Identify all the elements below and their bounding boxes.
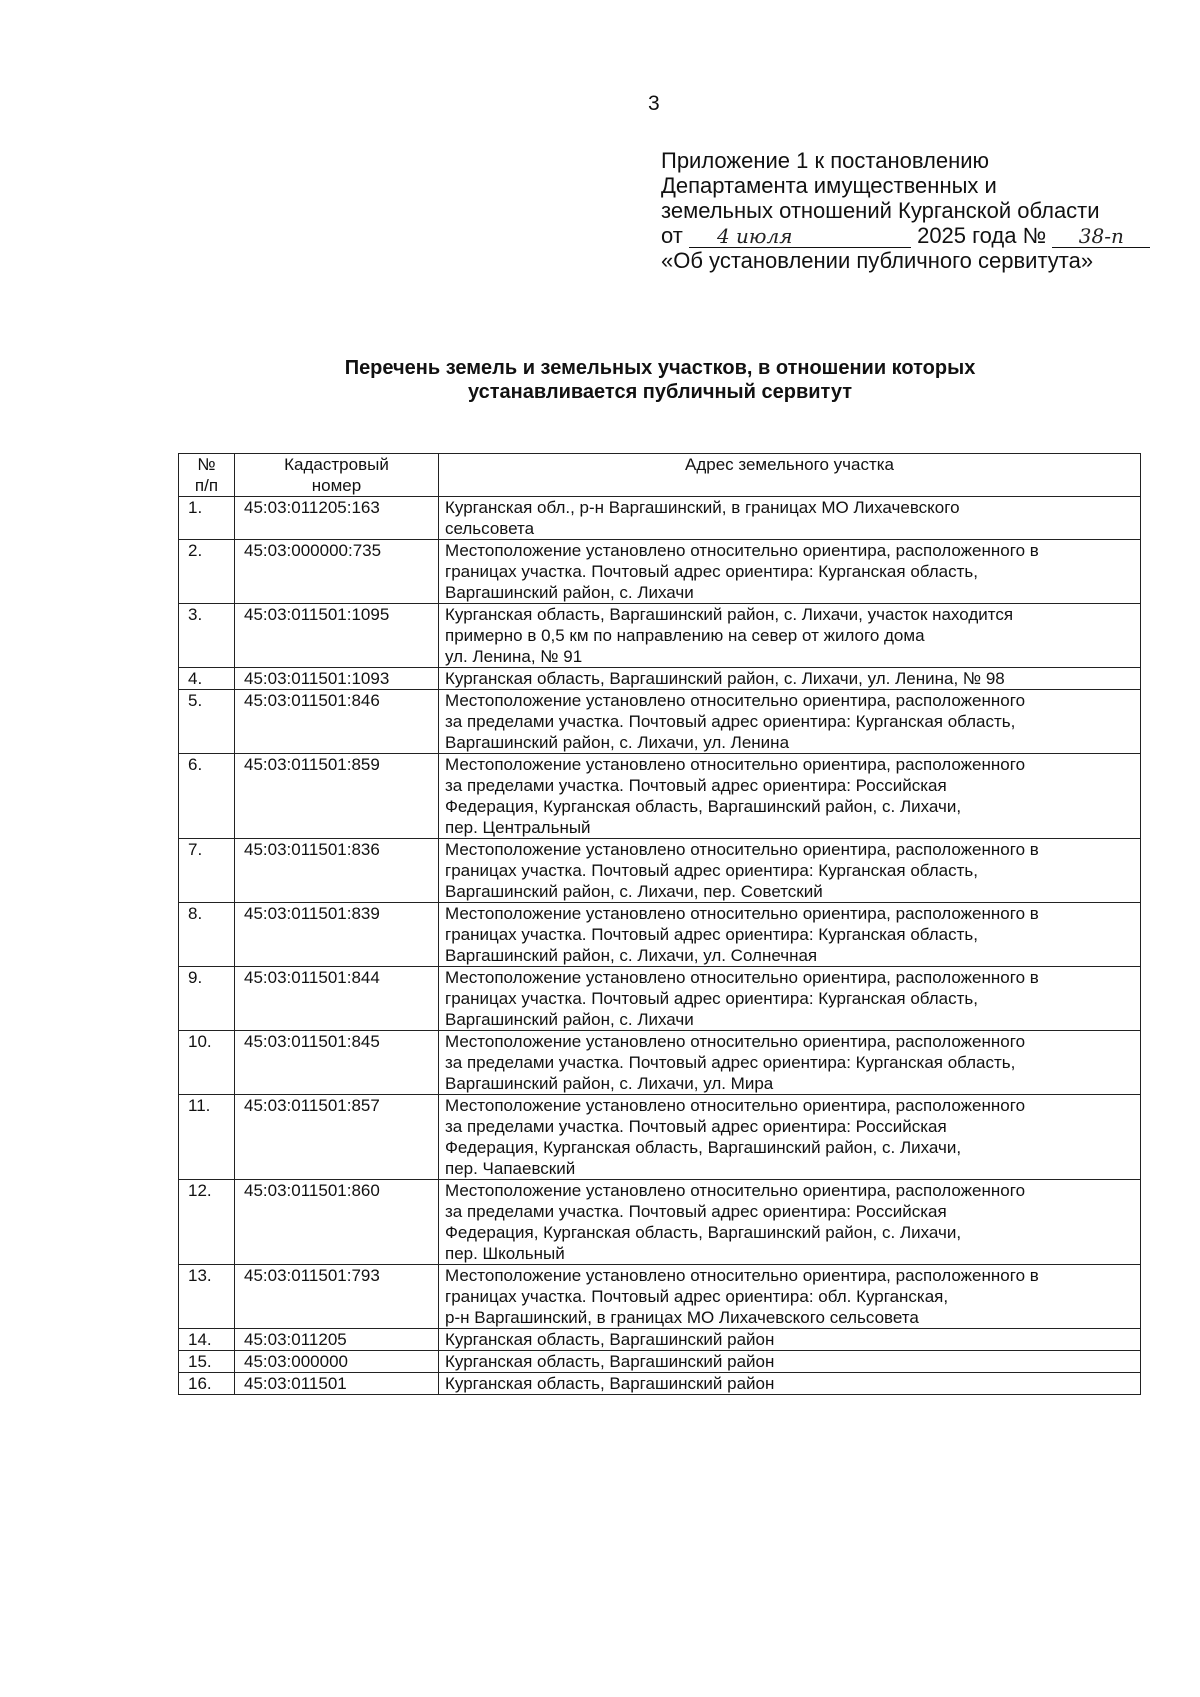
cadastral-number: 45:03:011501:1095 (235, 604, 439, 668)
page-number: 3 (648, 92, 660, 115)
row-number: 2. (179, 540, 235, 604)
parcel-address: Курганская область, Варгашинский район (439, 1351, 1141, 1373)
table-row (179, 1329, 1141, 1351)
row-number: 12. (179, 1180, 235, 1265)
parcel-address: Местоположение установлено относительно ориентира, расположенного за пределами участка. Почтовый адрес ориентира: Российская Федерация, Курганская область, Варгашинский район, с. Лихачи, пер. Центральный (439, 754, 1141, 839)
row-number: 5. (179, 690, 235, 754)
header-line-2: Департамента имущественных и (661, 173, 997, 198)
header-date-line (661, 223, 1150, 248)
handwritten-date: 4 июля (689, 225, 911, 248)
header-num-line-1: № (197, 455, 216, 474)
year-text: 2025 года № (917, 223, 1047, 248)
cadastral-number: 45:03:011501:839 (235, 903, 439, 967)
row-number: 4. (179, 668, 235, 690)
cadastral-number: 45:03:011501:846 (235, 690, 439, 754)
header-line-3: земельных отношений Курганской области (661, 198, 1100, 223)
table-row (179, 903, 1141, 967)
row-number: 1. (179, 497, 235, 540)
parcels-table (178, 453, 1141, 1395)
table-row (179, 604, 1141, 668)
table-row (179, 1373, 1141, 1395)
row-number: 7. (179, 839, 235, 903)
header-cadastral (235, 454, 439, 497)
table-row (179, 1265, 1141, 1329)
row-number: 6. (179, 754, 235, 839)
cadastral-number: 45:03:011501:857 (235, 1095, 439, 1180)
parcel-address: Курганская обл., р-н Варгашинский, в границах МО Лихачевского сельсовета (439, 497, 1141, 540)
parcel-address: Местоположение установлено относительно ориентира, расположенного в границах участка. Почтовый адрес ориентира: обл. Курганская, р-н Варгашинский, в границах МО Лихачевского сельсовета (439, 1265, 1141, 1329)
parcel-address: Курганская область, Варгашинский район (439, 1329, 1141, 1351)
parcel-address: Местоположение установлено относительно ориентира, расположенного в границах участка. Почтовый адрес ориентира: Курганская область, Варгашинский район, с. Лихачи (439, 540, 1141, 604)
header-cadastral-line-2: номер (311, 476, 362, 495)
cadastral-number: 45:03:011501 (235, 1373, 439, 1395)
header-cadastral-line-1: Кадастровый (284, 455, 389, 474)
table-row (179, 967, 1141, 1031)
parcel-address: Местоположение установлено относительно ориентира, расположенного за пределами участка. Почтовый адрес ориентира: Российская Федерация, Курганская область, Варгашинский район, с. Лихачи, пер. Чапаевский (439, 1095, 1141, 1180)
row-number: 16. (179, 1373, 235, 1395)
cadastral-number: 45:03:011501:793 (235, 1265, 439, 1329)
row-number: 14. (179, 1329, 235, 1351)
header-line-1: Приложение 1 к постановлению (661, 148, 990, 173)
row-number: 3. (179, 604, 235, 668)
row-number: 13. (179, 1265, 235, 1329)
document-title (200, 356, 1120, 404)
header-num (179, 454, 235, 497)
row-number: 9. (179, 967, 235, 1031)
parcel-address: Местоположение установлено относительно ориентира, расположенного за пределами участка. Почтовый адрес ориентира: Российская Федерация, Курганская область, Варгашинский район, с. Лихачи, пер. Школьный (439, 1180, 1141, 1265)
table-row (179, 754, 1141, 839)
parcel-address: Местоположение установлено относительно ориентира, расположенного за пределами участка. Почтовый адрес ориентира: Курганская область, Варгашинский район, с. Лихачи, ул. Ленина (439, 690, 1141, 754)
header-num-line-2: п/п (194, 476, 219, 495)
parcel-address: Местоположение установлено относительно ориентира, расположенного за пределами участка. Почтовый адрес ориентира: Курганская область, Варгашинский район, с. Лихачи, ул. Мира (439, 1031, 1141, 1095)
table-body (179, 497, 1141, 1395)
table-header-row (179, 454, 1141, 497)
cadastral-number: 45:03:011501:1093 (235, 668, 439, 690)
parcel-address: Местоположение установлено относительно ориентира, расположенного в границах участка. Почтовый адрес ориентира: Курганская область, Варгашинский район, с. Лихачи, пер. Советский (439, 839, 1141, 903)
table-row (179, 690, 1141, 754)
parcel-address: Курганская область, Варгашинский район, с. Лихачи, участок находится примерно в 0,5 км по направлению на север от жилого дома ул. Ленина, № 91 (439, 604, 1141, 668)
parcel-address: Курганская область, Варгашинский район, с. Лихачи, ул. Ленина, № 98 (439, 668, 1141, 690)
header-line-5: «Об установлении публичного сервитута» (661, 248, 1094, 273)
cadastral-number: 45:03:000000 (235, 1351, 439, 1373)
date-prefix: от (661, 223, 683, 248)
parcel-address: Местоположение установлено относительно ориентира, расположенного в границах участка. Почтовый адрес ориентира: Курганская область, Варгашинский район, с. Лихачи (439, 967, 1141, 1031)
table-row (179, 1095, 1141, 1180)
parcel-address: Местоположение установлено относительно ориентира, расположенного в границах участка. Почтовый адрес ориентира: Курганская область, Варгашинский район, с. Лихачи, ул. Солнечная (439, 903, 1141, 967)
cadastral-number: 45:03:011205:163 (235, 497, 439, 540)
table-row (179, 540, 1141, 604)
table-row (179, 497, 1141, 540)
table-row (179, 668, 1141, 690)
cadastral-number: 45:03:011501:836 (235, 839, 439, 903)
row-number: 11. (179, 1095, 235, 1180)
table-row (179, 1180, 1141, 1265)
cadastral-number: 45:03:011501:859 (235, 754, 439, 839)
cadastral-number: 45:03:011501:845 (235, 1031, 439, 1095)
row-number: 8. (179, 903, 235, 967)
row-number: 10. (179, 1031, 235, 1095)
cadastral-number: 45:03:011205 (235, 1329, 439, 1351)
parcel-address: Курганская область, Варгашинский район (439, 1373, 1141, 1395)
header-address: Адрес земельного участка (439, 454, 1141, 497)
cadastral-number: 45:03:011501:844 (235, 967, 439, 1031)
table-row (179, 839, 1141, 903)
row-number: 15. (179, 1351, 235, 1373)
table-row (179, 1031, 1141, 1095)
handwritten-number: 38-п (1052, 225, 1150, 248)
appendix-header (661, 148, 1150, 273)
table-row (179, 1351, 1141, 1373)
title-line-2: устанавливается публичный сервитут (468, 381, 852, 403)
cadastral-number: 45:03:000000:735 (235, 540, 439, 604)
cadastral-number: 45:03:011501:860 (235, 1180, 439, 1265)
title-line-1: Перечень земель и земельных участков, в отношении которых (344, 357, 976, 379)
